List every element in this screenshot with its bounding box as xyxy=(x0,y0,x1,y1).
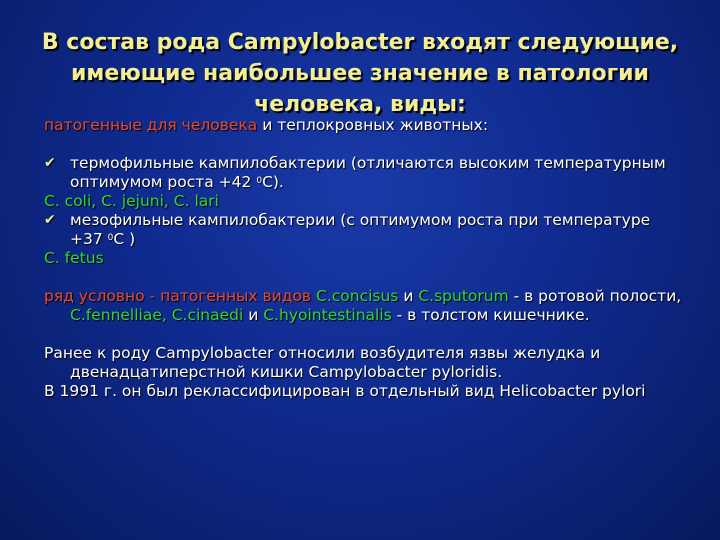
spacer xyxy=(44,135,684,154)
opportunistic-label: ряд условно - патогенных видов xyxy=(44,287,316,305)
conjunction: и xyxy=(398,287,419,305)
bullet-mesophilic-unit: С ) xyxy=(113,230,136,248)
checkmark-icon: ✔ xyxy=(44,212,56,228)
oral-cavity-text: - в ротовой полости, xyxy=(508,287,682,305)
checkmark-icon: ✔ xyxy=(44,155,56,171)
intro-rest: и теплокровных животных: xyxy=(257,116,489,134)
conjunction: и xyxy=(243,306,264,324)
colon-text: - в толстом кишечнике. xyxy=(391,306,590,324)
slide-body xyxy=(44,116,684,401)
spacer xyxy=(44,268,684,287)
intro-pathogenic-label: патогенные для человека xyxy=(44,116,258,134)
bullet-thermophilic-text: термофильные кампилобактерии (отличаются высоким температурным оптимумом роста +42 xyxy=(70,154,666,191)
bullet-thermophilic-unit: С). xyxy=(262,173,284,191)
degree-superscript: 0 xyxy=(107,233,114,243)
intro-paragraph xyxy=(44,116,684,135)
bullet-mesophilic-text: мезофильные кампилобактерии (с оптимумом роста при температуре +37 xyxy=(70,211,651,248)
species-mesophilic: C. fetus xyxy=(44,249,104,267)
opportunistic-paragraph xyxy=(44,287,684,325)
degree-superscript: 0 xyxy=(256,176,263,186)
history-paragraph-1: Ранее к роду Campylobacter относили возбудителя язвы желудка и двенадцатиперстной кишки Campylobacter pyloridis. xyxy=(44,344,601,381)
bullet-mesophilic xyxy=(44,211,684,249)
species-concisus: C.concisus xyxy=(316,287,399,305)
species-fennelliae-cinaedi: C.fennelliae, C.cinaedi xyxy=(70,306,244,324)
spacer xyxy=(44,325,684,344)
species-sputorum: C.sputorum xyxy=(418,287,509,305)
species-hyointestinalis: C.hyointestinalis xyxy=(263,306,392,324)
slide-title: В состав рода Campylobacter входят следующие, имеющие наибольшее значение в патологии человека, виды: xyxy=(41,30,679,117)
history-paragraph-2: В 1991 г. он был реклассифицирован в отдельный вид Helicobacter pylori xyxy=(44,382,646,400)
species-thermophilic: C. coli, C. jejuni, C. lari xyxy=(44,192,219,210)
bullet-thermophilic xyxy=(44,154,684,192)
